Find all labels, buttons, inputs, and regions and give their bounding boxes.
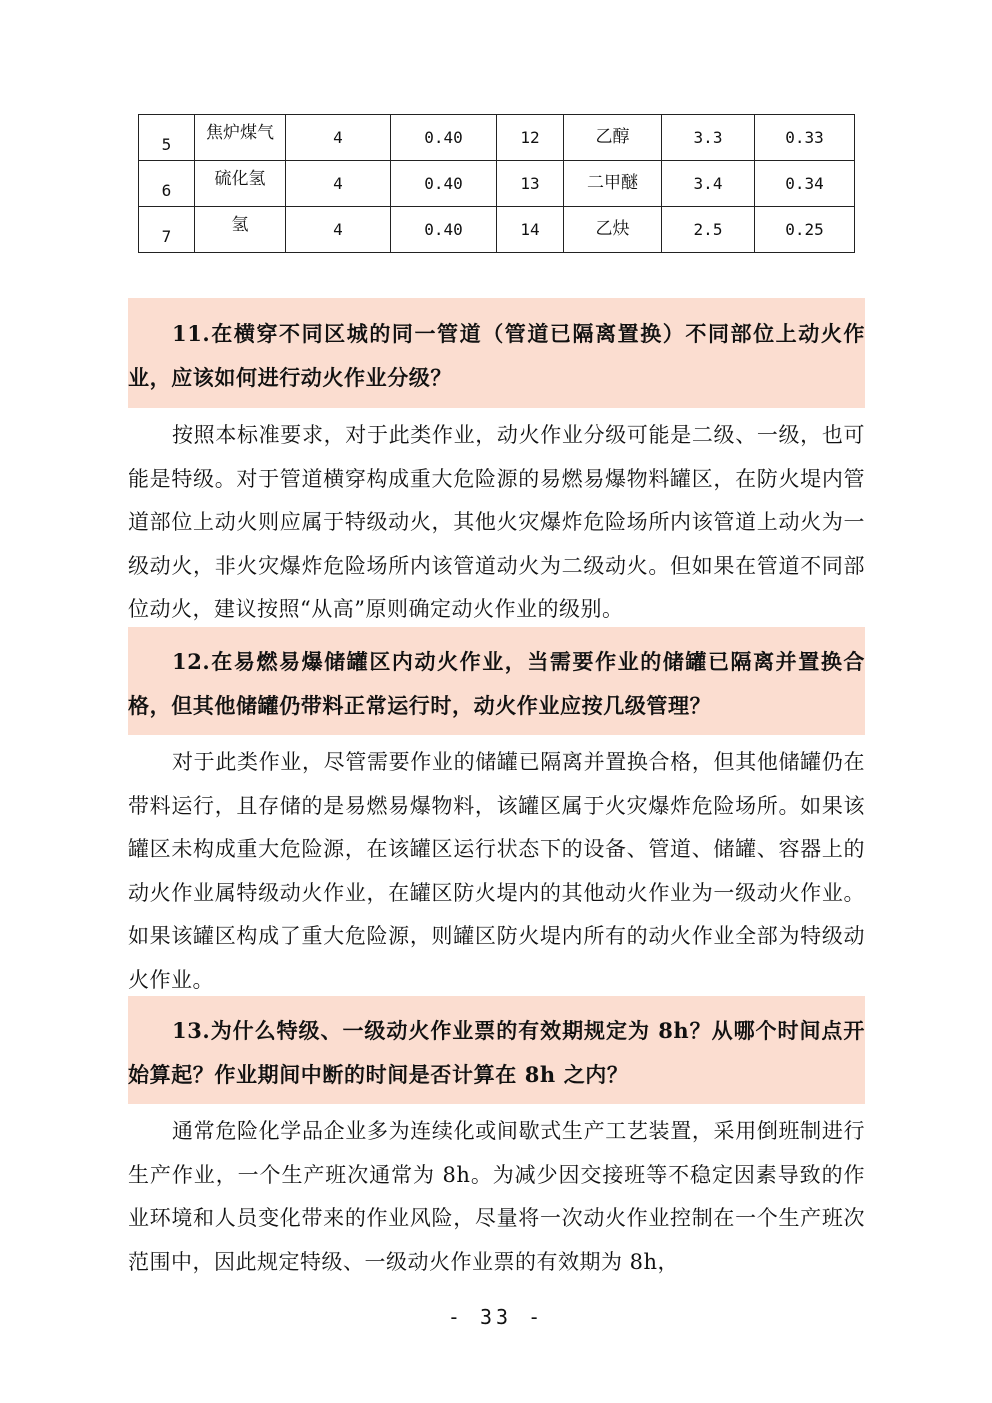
gas-data-table [138, 114, 855, 253]
question-12-heading: 12.在易燃易爆储罐区内动火作业，当需要作业的储罐已隔离并置换合格，但其他储罐仍带料正常运行时，动火作业应按几级管理？ [128, 649, 865, 718]
table-cell: 焦炉煤气 [195, 115, 286, 161]
table-cell: 0.33 [755, 115, 855, 161]
table-cell: 12 [497, 115, 564, 161]
question-13-heading: 13.为什么特级、一级动火作业票的有效期规定为 8h？从哪个时间点开始算起？作业期间中断的时间是否计算在 8h 之内？ [128, 1018, 865, 1087]
table-cell: 4 [286, 207, 391, 253]
question-12-box [128, 627, 865, 735]
answer-13-paragraph: 通常危险化学品企业多为连续化或间歇式生产工艺装置，采用倒班制进行生产作业，一个生产班次通常为 8h。为减少因交接班等不稳定因素导致的作业环境和人员变化带来的作业风险，尽量将一次动火作业控制在一个生产班次范围中，因此规定特级、一级动火作业票的有效期为 8h， [128, 1119, 865, 1274]
table-cell: 0.25 [755, 207, 855, 253]
table-cell: 4 [286, 161, 391, 207]
table-cell: 0.34 [755, 161, 855, 207]
table-row [139, 115, 855, 161]
table-cell: 3.4 [662, 161, 755, 207]
table-cell: 二甲醚 [564, 161, 662, 207]
table-cell: 14 [497, 207, 564, 253]
table-cell: 乙炔 [564, 207, 662, 253]
table-row [139, 161, 855, 207]
answer-12-paragraph: 对于此类作业，尽管需要作业的储罐已隔离并置换合格，但其他储罐仍在带料运行，且存储的是易燃易爆物料，该罐区属于火灾爆炸危险场所。如果该罐区未构成重大危险源，在该罐区运行状态下的设备、管道、储罐、容器上的动火作业属特级动火作业，在罐区防火堤内的其他动火作业为一级动火作业。如果该罐区构成了重大危险源，则罐区防火堤内所有的动火作业全部为特级动火作业。 [128, 750, 865, 992]
table-cell: 乙醇 [564, 115, 662, 161]
table-cell: 2.5 [662, 207, 755, 253]
table-cell: 6 [139, 161, 195, 207]
page-number: - 33 - [447, 1305, 545, 1329]
table-cell: 4 [286, 115, 391, 161]
table-cell: 13 [497, 161, 564, 207]
table-row [139, 207, 855, 253]
question-11-box [128, 298, 865, 408]
table-cell: 氢 [195, 207, 286, 253]
table-cell: 5 [139, 115, 195, 161]
question-11-heading: 11.在横穿不同区城的同一管道（管道已隔离置换）不同部位上动火作业，应该如何进行动火作业分级？ [128, 321, 865, 390]
table-cell: 0.40 [391, 207, 497, 253]
question-13-box [128, 996, 865, 1104]
table-cell: 0.40 [391, 115, 497, 161]
table-cell: 硫化氢 [195, 161, 286, 207]
table-cell: 7 [139, 207, 195, 253]
answer-11-paragraph: 按照本标准要求，对于此类作业，动火作业分级可能是二级、一级，也可能是特级。对于管道横穿构成重大危险源的易燃易爆物料罐区，在防火堤内管道部位上动火则应属于特级动火，其他火灾爆炸危险场所内该管道上动火为一级动火，非火灾爆炸危险场所内该管道动火为二级动火。但如果在管道不同部位动火，建议按照“从高”原则确定动火作业的级别。 [128, 423, 865, 621]
table-cell: 0.40 [391, 161, 497, 207]
table-cell: 3.3 [662, 115, 755, 161]
